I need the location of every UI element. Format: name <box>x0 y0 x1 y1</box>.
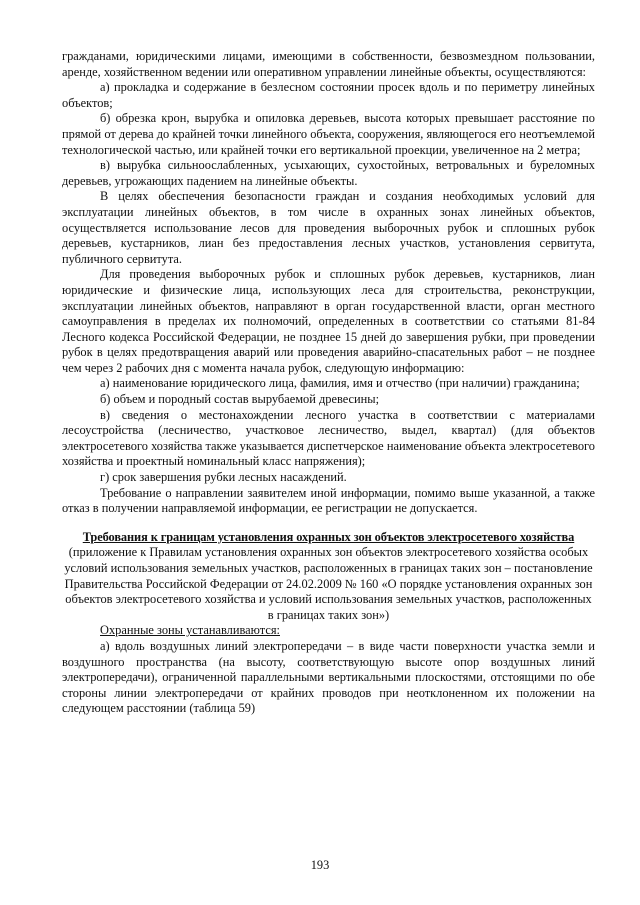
section-gap <box>62 517 595 530</box>
section-heading: Требования к границам установления охранных зон объектов электросетевого хозяйства <box>82 529 575 544</box>
section-intro-text: Охранные зоны устанавливаются: <box>100 623 280 638</box>
list-item-b: б) обрезка крон, вырубка и опиловка деревьев, высота которых превышает расстояние по прямой от дерева до крайней точки линейного объекта, сооружения, являющегося его неотъемлемой технологической частью, или крайней точки его вертикальной проекции, увеличенное на 2 метра; <box>62 111 595 157</box>
info-item-v: в) сведения о местонахождении лесного участка в соответствии с материалами лесоустройства (лесничество, участковое лесничество, выдел, квартал) (для объектов электросетевого хозяйства также указывается диспетчерское наименование объекта электросетевого хозяйства и проектный номинальный класс напряжения); <box>62 407 595 469</box>
page-body <box>62 49 595 717</box>
info-item-a: а) наименование юридического лица, фамилия, имя и отчество (при наличии) гражданина; <box>100 376 580 391</box>
list-item-v: в) вырубка сильноослабленных, усыхающих, сухостойных, ветровальных и буреломных деревьев, угрожающих падением на линейные объекты. <box>62 158 595 188</box>
section-subtitle: (приложение к Правилам установления охранных зон объектов электросетевого хозяйства особых условий использования земельных участков, расположенных в границах таких зон – постановление Правительства Российской Федерации от 24.02.2009 № 160 «О порядке установления охранных зон объектов электросетевого хозяйства и условий использования земельных участков, расположенных в границах таких зон») <box>64 545 593 622</box>
list-item-a: а) прокладка и содержание в безлесном состоянии просек вдоль и по периметру линейных объектов; <box>62 80 595 110</box>
paragraph-safety: В целях обеспечения безопасности граждан и создания необходимых условий для эксплуатации линейных объектов, в том числе в охранных зонах линейных объектов, осуществляется использование лесов для проведения выборочных рубок и сплошных рубок деревьев, кустарников, лиан без предоставления лесных участков, установления сервитута, публичного сервитута. <box>62 189 595 266</box>
section-item-a: а) вдоль воздушных линий электропередачи – в виде части поверхности участка земли и воздушного пространства (на высоту, соответствующую высоте опор воздушных линий электропередачи), ограниченной параллельными вертикальными плоскостями, отстоящими по обе стороны линии электропередачи от крайних проводов при неотклоненном их положении на следующем расстоянии (таблица 59) <box>62 638 595 716</box>
info-item-b: б) объем и породный состав вырубаемой древесины; <box>100 392 380 407</box>
page-number: 193 <box>310 858 330 872</box>
info-item-g: г) срок завершения рубки лесных насаждений. <box>100 470 347 485</box>
paragraph-felling-procedure: Для проведения выборочных рубок и сплошных рубок деревьев, кустарников, лиан юридические и физические лица, использующих леса для строительства, реконструкции, эксплуатации линейных объектов, направляют в орган государственной власти, орган местного самоуправления в пределах их полномочий, определенных в соответствии со статьями 81-84 Лесного кодекса Российской Федерации, не позднее 15 дней до завершения рубки, при проведении рубок в целях предотвращения аварий или проведения аварийно-спасательных работ – не позднее чем через 2 рабочих дня с момента начала рубок, следующую информацию: <box>62 267 595 375</box>
section-intro <box>62 623 595 639</box>
paragraph-continuation: гражданами, юридическими лицами, имеющими в собственности, безвозмездном пользовании, аренде, хозяйственном ведении или оперативном управлении линейные объекты, осуществляются: <box>62 49 595 79</box>
paragraph-requirement: Требование о направлении заявителем иной информации, помимо выше указанной, а также отказ в получении направляемой информации, ее регистрации не допускается. <box>62 485 595 516</box>
